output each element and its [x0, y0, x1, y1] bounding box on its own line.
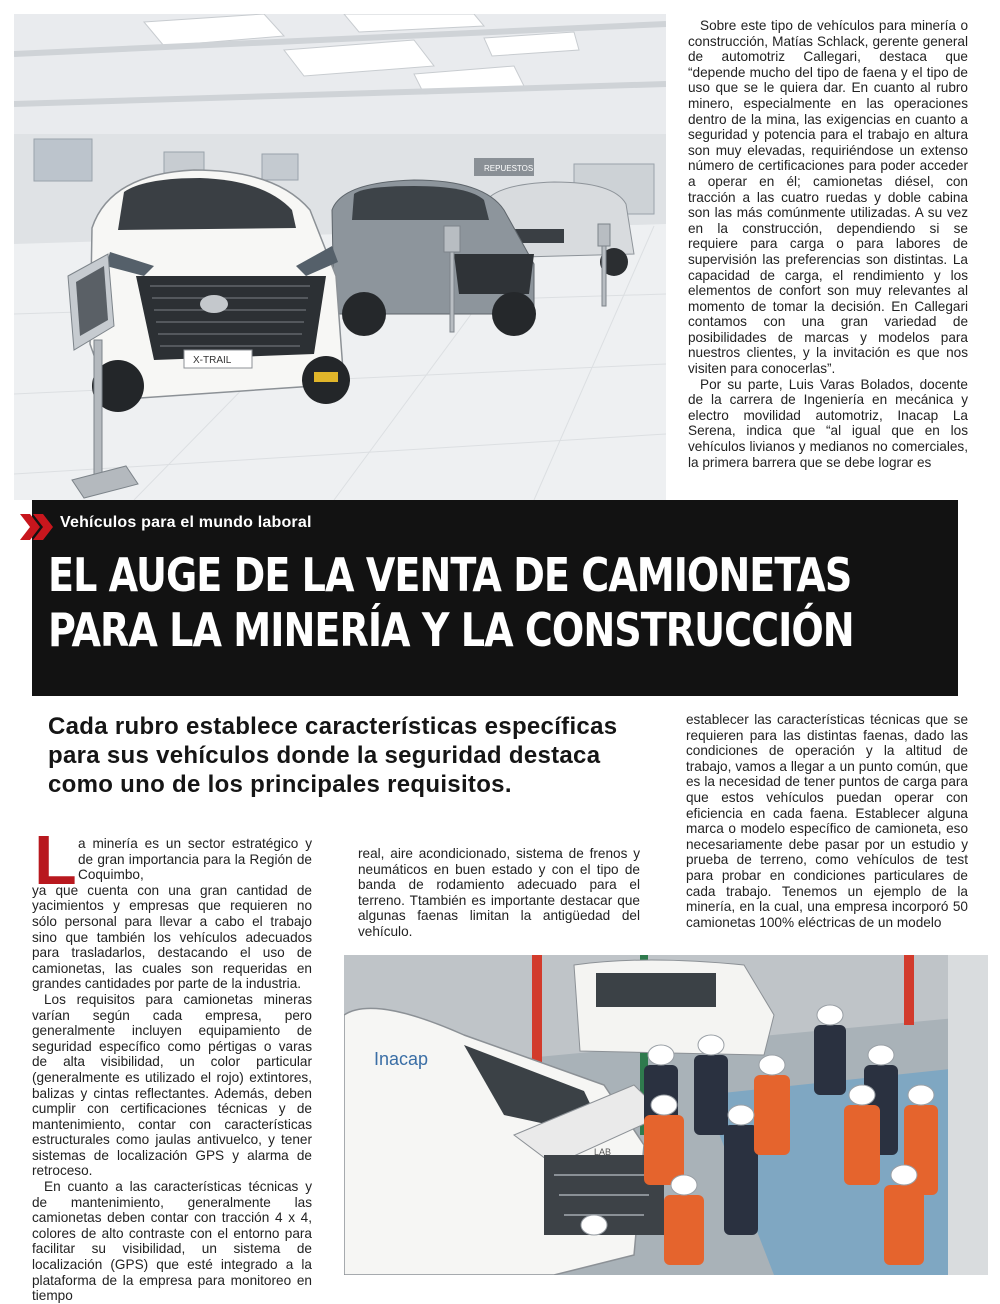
xtrail-plate: X-TRAIL — [193, 355, 232, 366]
lead-line: para sus vehículos donde la seguridad destaca — [48, 742, 601, 769]
article-column-top-right — [688, 18, 968, 470]
paragraph: real, aire acondicionado, sistema de frenos y neumáticos en buen estado y con el tipo de banda de rodamiento adecuado para el terreno. Ttambién es importante destacar que algunas faenas limitan la antigüedad del vehículo. — [358, 846, 640, 939]
lead-line: Cada rubro establece características específicas — [48, 713, 618, 740]
paragraph: En cuanto a las características técnicas y de mantenimiento, generalmente las camionetas deben contar con tracción 4 x 4, colores de alto contraste con el entorno para facilitar su visibilidad, un sistema de localización (GPS) que esté integrado a la plataforma de la empresa para monitoreo en tiempo — [32, 1179, 312, 1304]
paragraph-lead-in: a minería es un sector estratégico y de gran importancia para la Región de Coquimbo, — [78, 836, 312, 883]
article-column-left — [32, 836, 312, 1304]
van-logo-text: Inacap — [374, 1049, 429, 1069]
article-column-middle — [358, 846, 640, 940]
article-lead — [48, 712, 668, 799]
chevron-right-icon — [20, 514, 54, 540]
repuestos-sign: REPUESTOS — [484, 164, 534, 173]
article-column-mid-right — [686, 712, 968, 930]
showroom-illustration — [14, 14, 666, 500]
lead-line: como uno de los principales requisitos. — [48, 771, 512, 798]
headline-line: PARA LA MINERÍA Y LA CONSTRUCCIÓN — [48, 603, 854, 657]
headline-line: EL AUGE DE LA VENTA DE CAMIONETAS — [48, 548, 852, 602]
article-headline — [48, 548, 854, 658]
workshop-photo — [344, 955, 988, 1275]
hood-text: LAB — [594, 1147, 612, 1157]
paragraph: establecer las características técnicas que se requieren para las distintas faenas, dado las condiciones de operación y la altitud de trabajo, vamos a llegar a un punto común, que es la necesidad de tener puntos de carga para que estos vehículos puedan operar con eficiencia en cada faena. Establecer alguna marca o modelo específico de camioneta, eso necesariamente debe pasar por un estudio y prueba de terreno, como vehículos de test para probar en condiciones particulares de cada trabajo. Tenemos un ejemplo de la minería, en la cual, una empresa incorporó 50 camionetas 100% eléctricas de un modelo — [686, 712, 968, 930]
paragraph: ya que cuenta con una gran cantidad de yacimientos y empresas que requieren no sólo personal para llevar a cabo el trabajo sino que también los vehículos adecuados para trasladarlos, destacando el uso de camionetas, las cuales son requeridas en grandes cantidades por parte de la industria. — [32, 882, 312, 992]
drop-cap: L — [34, 821, 77, 899]
workshop-illustration — [344, 955, 988, 1275]
paragraph: Los requisitos para camionetas mineras varían según cada empresa, pero generalmente incluyen equipamiento de seguridad específico como pértigas o varas de alta visibilidad, un color particular (generalmente es utilizado el rojo) extintores, balizas y cintas reflectantes. Además, deben cumplir con certificaciones técnicas y de mantenimiento, contar con características estructurales como jaulas antivuelco, y tener sistemas de localización GPS y alarma de retroceso. — [32, 991, 312, 1179]
section-kicker: Vehículos para el mundo laboral — [60, 514, 312, 531]
showroom-photo — [14, 14, 666, 500]
paragraph: Por su parte, Luis Varas Bolados, docente de la carrera de Ingeniería en mecánica y electro movilidad automotriz, Inacap La Serena, indica que “al igual que en los vehículos livianos y medianos no comerciales, la primera barrera que se debe lograr es — [688, 376, 968, 470]
paragraph: Sobre este tipo de vehículos para minería o construcción, Matías Schlack, gerente general de automotriz Callegari, destaca que “depende mucho del tipo de faena y el tipo de uso que se le quiera dar. En cuanto al rubro minero, especialmente en las operaciones dentro de la mina, las exigencias en cuanto a seguridad y potencia para el trabajo en altura son muy elevadas, requiriéndose un extenso número de certificaciones para poder acceder a operar en él; camionetas diésel, con tracción a las cuatro ruedas y doble cabina son las más comúnmente utilizadas. A su vez en la construcción, dependiendo si se requiere para carga o para labores de supervisión las preferencias son distintas. La capacidad de carga, el rendimiento y los elementos de confort son muy relevantes al momento de tomar la decisión. En Callegari contamos con una gran variedad de posibilidades de marcas y modelos para nuestros clientes, y la invitación es que nos visiten para conocerlas”. — [688, 18, 968, 377]
